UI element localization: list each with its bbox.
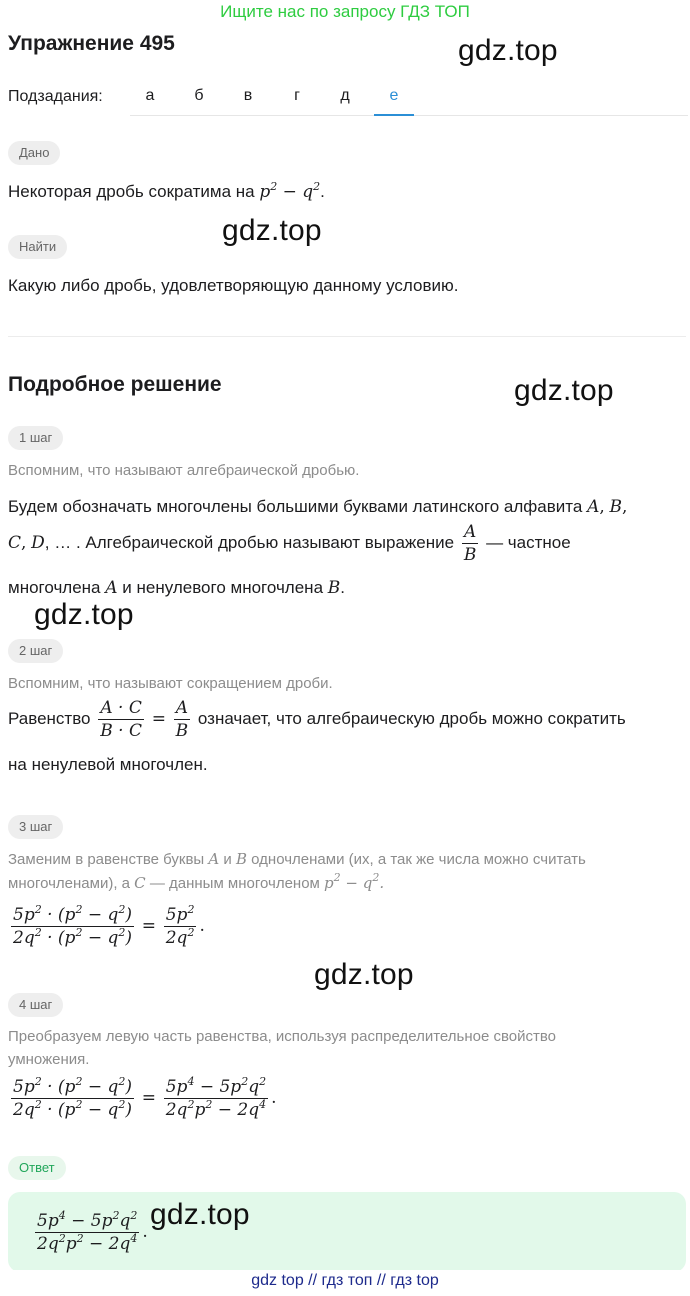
watermark: gdz.top	[34, 598, 134, 631]
step-3-hint2-a: многочленами), а	[8, 875, 130, 892]
watermark: gdz.top	[458, 34, 558, 67]
step-1-pill: 1 шаг	[8, 426, 63, 450]
divider	[8, 336, 686, 337]
step-2-pill: 2 шаг	[8, 639, 63, 663]
answer-pill: Ответ	[8, 1156, 66, 1180]
step-2-line1-b: означает, что алгебраическую дробь можно сократить	[197, 708, 626, 728]
step-1-line2: C, D, … . Алгебраической дробью называют выражение $\frac{A}{B}$ — частное	[8, 522, 571, 565]
fraction-a-over-b-2: $\frac{A}{B}$	[175, 698, 189, 741]
bottom-link-3[interactable]: гдз top	[390, 1272, 439, 1289]
step-1-letters-cd: C	[8, 532, 22, 553]
given-text	[8, 180, 325, 204]
step-1-line2-text: , … . Алгебраической дробью называют выражение	[44, 532, 455, 552]
tab-v[interactable]: в	[243, 87, 253, 104]
step-1-line3-c: .	[340, 578, 345, 597]
watermark: gdz.top	[514, 374, 614, 407]
step-3-pill: 3 шаг	[8, 815, 63, 839]
given-formula: $p^2 - q^2$	[259, 180, 321, 202]
fraction-a-over-b: $\frac{A}{B}$	[463, 522, 477, 565]
step-2-hint: Вспомним, что называют сокращением дроби.	[8, 675, 333, 692]
step-3-hint-1: Заменим в равенстве буквы A и B одночленами (их, а так же числа можно считать	[8, 850, 586, 868]
step-1-letters-ab: A	[587, 497, 600, 517]
step-1-line2-tail: — частное	[486, 532, 571, 552]
step-1-line3: многочлена A и ненулевого многочлена B.	[8, 578, 345, 598]
fraction-step4-right: $\frac{5p^4 - 5p^2q^2}{2q^2p^2 - 2q^4}$	[165, 1075, 267, 1120]
step-3-hint1-c: одночленами (их, а так же числа можно считать	[251, 851, 586, 868]
tab-b[interactable]: б	[194, 87, 204, 104]
step-2-line1-a: Равенство	[8, 708, 91, 728]
find-text: Какую либо дробь, удовлетворяющую данному условию.	[8, 276, 459, 295]
tab-a[interactable]: а	[145, 87, 155, 104]
tab-d[interactable]: д	[340, 87, 350, 104]
tab-g[interactable]: г	[294, 87, 300, 104]
watermark: gdz.top	[150, 1198, 250, 1231]
step-4-hint-1: Преобразуем левую часть равенства, используя распределительное свойство	[8, 1028, 556, 1045]
given-pill: Дано	[8, 141, 60, 165]
step-3-formula: $\frac{5p^2 \cdot (p^2 - q^2)}{2q^2 \cdot (p^2 - q^2)}$ = $\frac{5p^2}{2q^2}$ .	[13, 903, 205, 948]
watermark: gdz.top	[222, 214, 322, 247]
step-3-hint1-b: и	[223, 851, 232, 868]
fraction-ac-over-bc: $\frac{A \cdot C}{B \cdot C}$	[100, 698, 142, 741]
step-3-hint1-a: Заменим в равенстве буквы	[8, 851, 205, 868]
bottom-sep-1: //	[308, 1272, 318, 1289]
bottom-link-1[interactable]: gdz top	[251, 1272, 304, 1289]
subtasks-label: Подзадания:	[8, 88, 103, 105]
fraction-step3-right: $\frac{5p^2}{2q^2}$	[165, 903, 195, 948]
step-3-hint2-b: — данным многочленом	[149, 875, 320, 892]
step-2-line2: на ненулевой многочлен.	[8, 755, 208, 774]
step-2-line1: Равенство $\frac{A \cdot C}{B \cdot C}$ = $\frac{A}{B}$ означает, что алгебраическую дробь можно сократить	[8, 698, 626, 741]
subtasks-bar	[8, 86, 688, 116]
watermark: gdz.top	[314, 958, 414, 991]
page-title: Упражнение 495	[8, 32, 175, 55]
tab-e[interactable]: е	[374, 87, 414, 116]
fraction-answer: $\frac{5p^4 - 5p^2q^2}{2q^2p^2 - 2q^4}$	[37, 1209, 138, 1254]
subtasks-tabs	[130, 86, 688, 116]
step-1-line1-text: Будем обозначать многочлены большими буквами латинского алфавита	[8, 497, 583, 516]
given-label: Некоторая дробь сократима на	[8, 182, 255, 201]
bottom-link-2[interactable]: гдз топ	[321, 1272, 373, 1289]
bottom-links	[0, 1270, 690, 1296]
answer-formula: $\frac{5p^4 - 5p^2q^2}{2q^2p^2 - 2q^4}$ .	[37, 1209, 148, 1254]
fraction-step3-left: $\frac{5p^2 \cdot (p^2 - q^2)}{2q^2 \cdot (p^2 - q^2)}$	[13, 903, 133, 948]
fraction-step4-left: $\frac{5p^2 \cdot (p^2 - q^2)}{2q^2 \cdot (p^2 - q^2)}$	[13, 1075, 133, 1120]
step-4-hint-2: умножения.	[8, 1051, 90, 1068]
find-pill: Найти	[8, 235, 67, 259]
bottom-sep-2: //	[376, 1272, 386, 1289]
given-period: .	[320, 182, 325, 201]
answer-box	[8, 1192, 686, 1272]
step-1-line3-b: и ненулевого многочлена	[122, 578, 324, 597]
step-1-line1: Будем обозначать многочлены большими буквами латинского алфавита A, B,	[8, 497, 628, 517]
top-banner: Ищите нас по запросу ГДЗ ТОП	[220, 2, 470, 21]
step-1-hint: Вспомним, что называют алгебраической дробью.	[8, 462, 360, 479]
solution-title: Подробное решение	[8, 373, 222, 396]
step-4-formula: $\frac{5p^2 \cdot (p^2 - q^2)}{2q^2 \cdot (p^2 - q^2)}$ = $\frac{5p^4 - 5p^2q^2}{2q^2p^2 - 2q^4}$ .	[13, 1075, 277, 1120]
step-4-pill: 4 шаг	[8, 993, 63, 1017]
step-3-hint-2: многочленами), а C — данным многочленом $p^2 - q^2$.	[8, 871, 385, 892]
step-1-line3-a: многочлена	[8, 578, 101, 597]
